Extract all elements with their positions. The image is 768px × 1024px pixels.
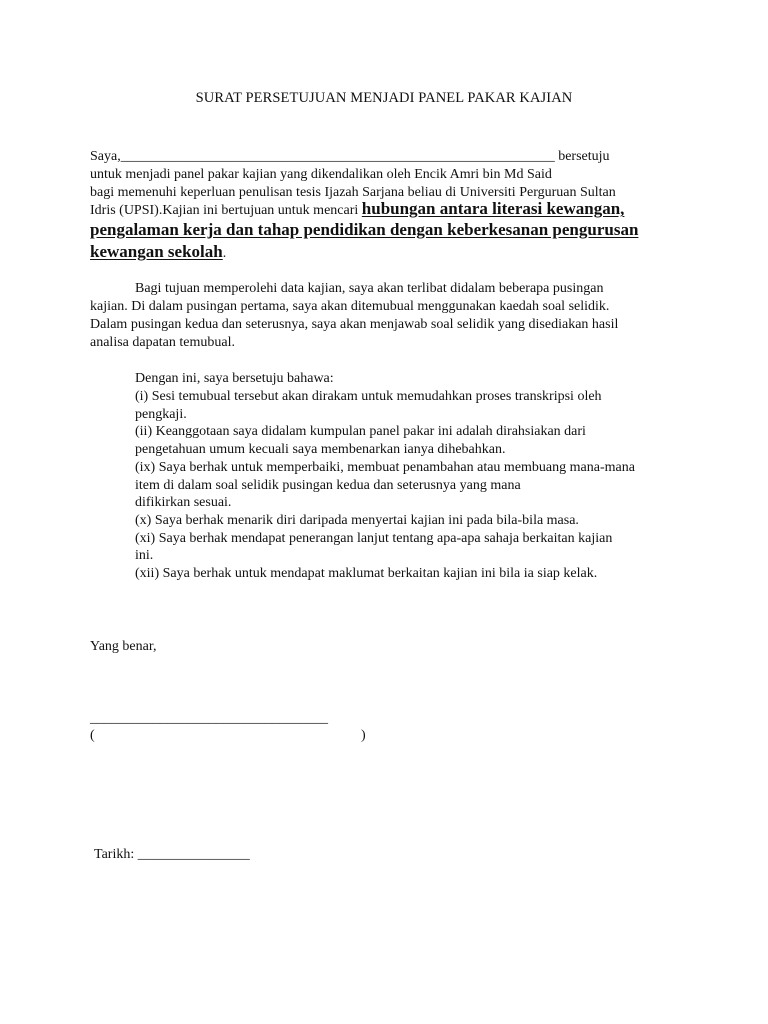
intro-line-4-text: Idris (UPSI).Kajian ini bertujuan untuk mencari [90, 203, 362, 218]
research-topic-part-3: kewangan sekolah [90, 242, 223, 261]
name-close-bracket: ) [361, 728, 366, 743]
research-topic-part-2: pengalaman kerja dan tahap pendidikan dengan keberkesanan pengurusan [90, 220, 639, 239]
signature-line: __________________________________ [90, 711, 328, 726]
intro-line-4 [90, 200, 624, 220]
agreement-item-line: (i) Sesi temubual tersebut akan dirakam untuk memudahkan proses transkripsi oleh [135, 389, 602, 404]
agreement-item-line: (xii) Saya berhak untuk mendapat maklumat berkaitan kajian ini bila ia siap kelak. [135, 566, 598, 581]
salutation: Yang benar, [90, 639, 157, 654]
agreement-item-line: pengkaji. [135, 407, 187, 422]
research-topic-part-1: hubungan antara literasi kewangan, [361, 199, 625, 218]
agreement-item-line: (x) Saya berhak menarik diri daripada menyertai kajian ini pada bila-bila masa. [135, 513, 579, 528]
para2-line-2: kajian. Di dalam pusingan pertama, saya akan ditemubual menggunakan kaedah soal selidik. [90, 299, 610, 314]
agreement-item-line: (ii) Keanggotaan saya didalam kumpulan panel pakar ini adalah dirahsiakan dari [135, 424, 586, 439]
agreement-item-line: (xi) Saya berhak mendapat penerangan lanjut tentang apa-apa sahaja berkaitan kajian [135, 531, 613, 546]
agreement-item-line: item di dalam soal selidik pusingan kedua dan seterusnya yang mana [135, 478, 521, 493]
agreement-item-line: (ix) Saya berhak untuk memperbaiki, membuat penambahan atau membuang mana-mana [135, 460, 635, 475]
agreement-item-line: pengetahuan umum kecuali saya membenarkan ianya dihebahkan. [135, 442, 506, 457]
intro-line-2: untuk menjadi panel pakar kajian yang dikendalikan oleh Encik Amri bin Md Said [90, 167, 552, 182]
para2-line-4: analisa dapatan temubual. [90, 335, 235, 350]
intro-line-6 [90, 243, 226, 263]
date-field: Tarikh: ________________ [94, 847, 250, 862]
agreement-item-line: ini. [135, 548, 154, 563]
para2-line-1: Bagi tujuan memperolehi data kajian, saya akan terlibat didalam beberapa pusingan [135, 281, 604, 296]
name-open-bracket: ( [90, 728, 95, 743]
intro-line-1: Saya,______________________________________________________________ bersetuju [90, 149, 610, 164]
para2-line-3: Dalam pusingan kedua dan seterusnya, saya akan menjawab soal selidik yang disediakan hasil [90, 317, 619, 332]
intro-line-3: bagi memenuhi keperluan penulisan tesis Ijazah Sarjana beliau di Universiti Perguruan Sultan [90, 185, 616, 200]
intro-line-6-end: . [222, 246, 227, 261]
letter-title: SURAT PERSETUJUAN MENJADI PANEL PAKAR KAJIAN [195, 90, 573, 106]
agreement-item-line: difikirkan sesuai. [135, 495, 232, 510]
agreement-intro: Dengan ini, saya bersetuju bahawa: [135, 371, 334, 386]
